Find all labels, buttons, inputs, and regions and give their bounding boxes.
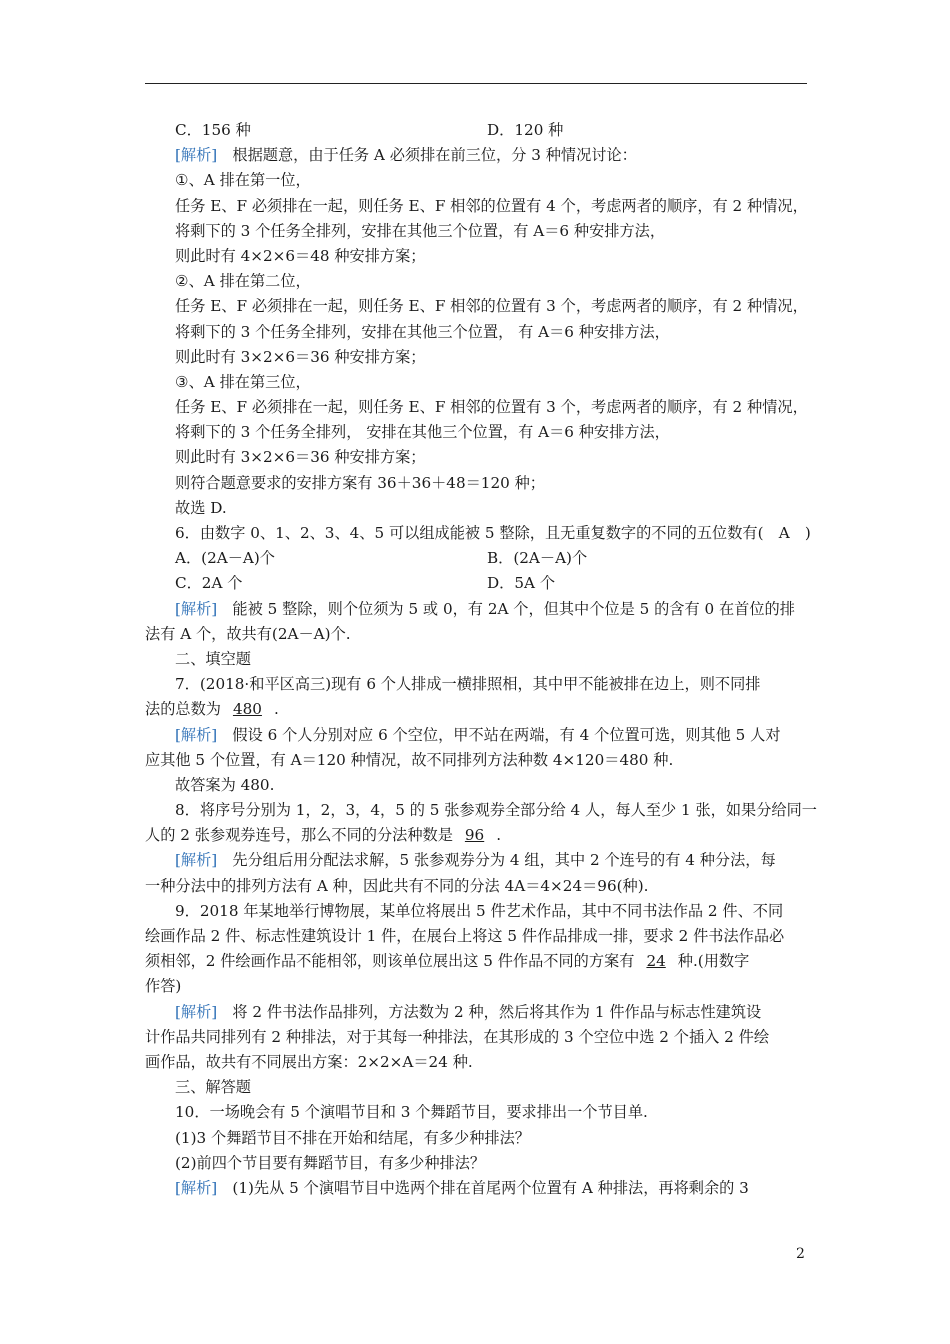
q9-answer: 24 (646, 952, 666, 971)
q6-option-d: D．5A 个 (487, 574, 556, 593)
q8-stem-post: . (496, 826, 502, 845)
q5-option-c: C．156 种 (175, 121, 251, 139)
q5-case2-line2: 将剩下的 3 个任务全排列，安排在其他三个位置， 有 A＝6 种安排方法， (175, 322, 670, 341)
q10-sub2: (2)前四个节目要有舞蹈节目，有多少种排法？ (175, 1153, 486, 1172)
q9-analysis-line3: 画作品，故共有不同展出方案：2×2×A＝24 种. (145, 1052, 473, 1071)
q5-options-cd (145, 118, 813, 143)
q5-case3-line3: 则此时有 3×2×6＝36 种安排方案； (175, 448, 426, 467)
q9-analysis (145, 1000, 813, 1025)
q9-stem-pre: 须相邻，2 件绘画作品不能相邻，则该单位展出这 5 件作品不同的方案有 (145, 952, 635, 971)
q7-stem-pre: 法的总数为 (145, 700, 221, 719)
analysis-tag: [解析] (175, 1002, 218, 1021)
q5-case1-line2: 将剩下的 3 个任务全排列，安排在其他三个位置，有 A＝6 种安排方法， (175, 221, 666, 240)
q5-case1-title: ①、A 排在第一位， (175, 171, 311, 190)
q8-analysis-line2: 一种分法中的排列方法有 A 种，因此共有不同的分法 4A＝4×24＝96(种). (145, 876, 649, 895)
q6-analysis-line1: 能被 5 整除，则个位须为 5 或 0，有 2A 个，但其中个位是 5 的含有 0 在首位的排 (232, 599, 795, 618)
q5-case2-line1: 任务 E、F 必须排在一起，则任务 E、F 相邻的位置有 3 个，考虑两者的顺序，有 2 种情况， (175, 297, 808, 316)
q8-stem-line2 (145, 823, 813, 848)
analysis-tag: [解析] (175, 725, 218, 744)
q6-option-a: A．(2A－A)个 (175, 549, 275, 568)
analysis-tag: [解析] (175, 599, 218, 618)
q5-case1-line3: 则此时有 4×2×6＝48 种安排方案； (175, 246, 426, 265)
q8-analysis-line1: 先分组后用分配法求解，5 张参观券分为 4 组，其中 2 个连号的有 4 种分法，每 (232, 851, 776, 870)
q6-analysis (145, 597, 813, 622)
q8-analysis (145, 848, 813, 873)
q8-stem-line1: 8．将序号分别为 1，2，3，4，5 的 5 张参观券全部分给 4 人，每人至少 1 张，如果分给同一 (175, 801, 817, 820)
q5-case3-title: ③、A 排在第三位， (175, 372, 311, 391)
q9-stem-line1: 9．2018 年某地举行博物展，某单位将展出 5 件艺术作品，其中不同书法作品 2 件、不同 (175, 901, 784, 920)
q9-stem-line4: 作答) (145, 977, 182, 996)
q10-stem: 10．一场晚会有 5 个演唱节目和 3 个舞蹈节目，要求排出一个节目单. (175, 1103, 648, 1122)
q5-analysis (145, 143, 813, 168)
analysis-tag: [解析] (175, 851, 218, 870)
q9-analysis-line1: 将 2 件书法作品排列，方法数为 2 种，然后将其作为 1 件作品与标志性建筑设 (232, 1002, 762, 1021)
q9-stem-line2: 绘画作品 2 件、标志性建筑设计 1 件，在展台上将这 5 件作品排成一排，要求 2 件书法作品必 (145, 927, 785, 945)
q5-case3-line2: 将剩下的 3 个任务全排列， 安排在其他三个位置，有 A＝6 种安排方法， (175, 423, 670, 442)
q5-conclusion: 故选 D. (175, 498, 227, 517)
analysis-tag: [解析] (175, 146, 218, 165)
q6-options-ab (145, 546, 813, 571)
q9-stem-post: 种.(用数字 (677, 952, 750, 971)
q8-answer: 96 (464, 826, 485, 845)
q5-case2-title: ②、A 排在第二位， (175, 272, 311, 291)
q7-final: 故答案为 480. (175, 775, 275, 794)
q7-analysis (145, 723, 813, 748)
q5-case1-line1: 任务 E、F 必须排在一起，则任务 E、F 相邻的位置有 4 个，考虑两者的顺序，有 2 种情况， (175, 196, 808, 215)
section-heading-fill-in: 二、填空题 (175, 649, 251, 668)
q7-stem-line1: 7．(2018·和平区高三)现有 6 个人排成一横排照相，其中甲不能被排在边上，则不同排 (175, 675, 761, 694)
q9-analysis-line2: 计作品共同排列有 2 种排法，对于其每一种排法，在其形成的 3 个空位中选 2 个插入 2 件绘 (145, 1027, 770, 1046)
q7-answer: 480 (232, 700, 262, 719)
q6-stem: 6．由数字 0、1、2、3、4、5 可以组成能被 5 整除，且无重复数字的不同的五位数有( A ) (175, 524, 811, 542)
q10-analysis-line1: (1)先从 5 个演唱节目中选两个排在首尾两个位置有 A 种排法，再将剩余的 3 (232, 1178, 749, 1197)
q7-analysis-line2: 应其他 5 个位置，有 A＝120 种情况，故不同排列方法种数 4×120＝480 种. (145, 750, 674, 769)
q5-case2-line3: 则此时有 3×2×6＝36 种安排方案； (175, 347, 426, 366)
q5-total: 则符合题意要求的安排方案有 36＋36＋48＝120 种； (175, 473, 545, 492)
page-number: 2 (796, 1246, 805, 1262)
section-heading-solution: 三、解答题 (175, 1078, 251, 1097)
header-rule (145, 83, 807, 84)
q5-option-d: D．120 种 (487, 121, 564, 139)
analysis-tag: [解析] (175, 1178, 218, 1197)
q7-stem-post: . (273, 700, 279, 719)
q7-analysis-line1: 假设 6 个人分别对应 6 个空位，甲不站在两端，有 4 个位置可选，则其他 5 人对 (232, 725, 781, 744)
q6-option-c: C．2A 个 (175, 574, 243, 593)
q8-stem-pre: 人的 2 张参观券连号，那么不同的分法种数是 (145, 826, 453, 845)
q7-stem-line2 (145, 697, 813, 722)
q5-case3-line1: 任务 E、F 必须排在一起，则任务 E、F 相邻的位置有 3 个，考虑两者的顺序，有 2 种情况， (175, 398, 808, 417)
q6-option-b: B．(2A－A)个 (487, 549, 588, 568)
q10-sub1: (1)3 个舞蹈节目不排在开始和结尾，有多少种排法？ (175, 1128, 530, 1147)
q6-options-cd (145, 571, 813, 596)
page-content (145, 118, 817, 1201)
q10-analysis (145, 1176, 813, 1201)
q9-stem-line3 (145, 949, 813, 974)
q5-analysis-intro: 根据题意，由于任务 A 必须排在前三位，分 3 种情况讨论： (232, 146, 637, 165)
q6-analysis-line2: 法有 A 个，故共有(2A－A)个. (145, 624, 351, 643)
